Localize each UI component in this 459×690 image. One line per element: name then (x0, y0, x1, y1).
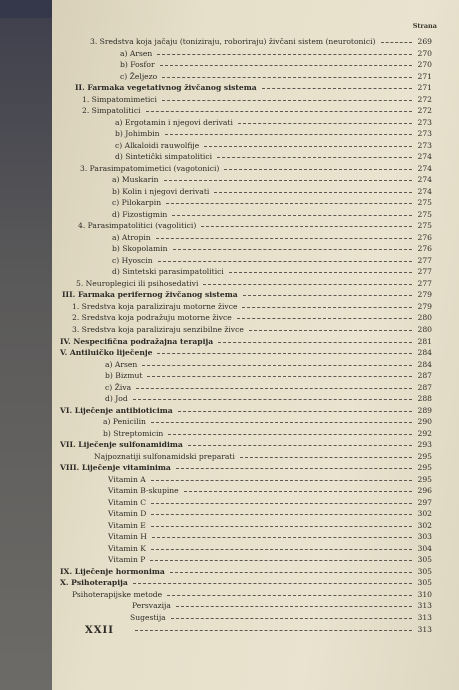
toc-entry-page: 302 (417, 520, 432, 530)
toc-entry-title: Vitamin B-skupine (108, 486, 179, 496)
toc-entry-title: b) Streptomicin (103, 428, 164, 438)
toc-entry-page: 274 (417, 163, 432, 173)
toc-entry (0, 117, 459, 129)
leader-dashes (166, 203, 412, 205)
toc-entry-page: 275 (417, 209, 432, 219)
leader-dashes (164, 180, 412, 182)
toc-entry-title: 2. Sredstva koja podražuju motorne živce (72, 313, 232, 323)
leader-dashes (151, 526, 412, 528)
toc-entry-page: 287 (417, 371, 432, 381)
toc-entry-title: Najpoznatiji sulfonamidski preparati (94, 451, 235, 461)
toc-entry (0, 600, 459, 612)
leader-dashes (165, 134, 412, 136)
toc-entry (0, 543, 459, 555)
toc-entry-title: Vitamin H (108, 532, 147, 542)
toc-entry-title: b) Fosfor (120, 60, 155, 70)
toc-entry-title: Vitamin C (108, 497, 147, 507)
toc-entry-title: Vitamin D (108, 509, 147, 519)
leader-dashes (201, 226, 412, 228)
toc-entry-title: c) Pilokarpin (112, 198, 162, 208)
toc-entry-page: 290 (417, 417, 432, 427)
toc-entry-page: 296 (417, 486, 432, 496)
leader-dashes (150, 560, 412, 562)
toc-entry (0, 36, 459, 48)
leader-dashes (147, 376, 412, 378)
toc-entry-page: 295 (417, 474, 432, 484)
toc-entry-page: 305 (417, 578, 432, 588)
toc-entry (0, 451, 459, 463)
toc-entry (0, 359, 459, 371)
toc-entry (0, 220, 459, 232)
toc-entry (0, 554, 459, 566)
toc-entry-page: 313 (417, 624, 432, 634)
toc-entry-page: 273 (417, 117, 432, 127)
leader-dashes (243, 295, 412, 297)
toc-entry-title: 2. Simpatolitici (82, 106, 141, 116)
toc-entry-title: Sugestija (130, 613, 166, 622)
toc-entry-page: 313 (417, 613, 432, 622)
toc-entry-title: d) Jod (105, 394, 128, 404)
toc-entry (0, 232, 459, 244)
toc-entry-page: 305 (417, 566, 432, 576)
toc-entry (0, 382, 459, 394)
toc-entry (0, 266, 459, 278)
leader-dashes (157, 353, 412, 355)
leader-dashes (224, 169, 412, 171)
toc-entry-page: 280 (417, 313, 432, 323)
leader-dashes (176, 468, 412, 470)
toc-entry-page: 303 (417, 532, 432, 542)
toc-entry (0, 485, 459, 497)
toc-entry-page: 271 (417, 71, 432, 81)
toc-entry-title: 3. Parasimpatomimetici (vagotonici) (80, 163, 220, 173)
toc-entry-title: IX. Liječenje hormonima (60, 566, 165, 576)
toc-entry (0, 520, 459, 532)
toc-entry (0, 624, 459, 636)
toc-entry-page: 279 (417, 301, 432, 311)
leader-dashes (170, 572, 412, 574)
toc-entry-page: 287 (417, 382, 432, 392)
toc-entry-page: 295 (417, 451, 432, 461)
leader-dashes (238, 123, 412, 125)
toc-entry-title: 1. Sredstva koja paraliziraju motorne živce (72, 301, 238, 311)
toc-entry (0, 209, 459, 221)
toc-entry-title: 3. Sredstva koja jačaju (tonizirаju, roboriraju) živčani sistem (neurotonici) (90, 37, 376, 46)
toc-entry-page: 293 (417, 440, 432, 450)
toc-entry-title: a) Atropin (112, 232, 151, 242)
toc-entry-page: 295 (417, 463, 432, 473)
leader-dashes (162, 100, 412, 102)
toc-entry (0, 71, 459, 83)
toc-entry (0, 347, 459, 359)
toc-entry-page: 284 (417, 348, 432, 358)
leader-dashes (151, 503, 412, 505)
toc-entry-title: Persvazija (132, 601, 171, 611)
toc-entry (0, 163, 459, 175)
toc-entry-page: 284 (417, 359, 432, 369)
toc-entry (0, 405, 459, 417)
leader-dashes (173, 249, 412, 251)
toc-entry-page: 279 (417, 290, 432, 300)
toc-entry-page: 274 (417, 152, 432, 162)
leader-dashes (133, 583, 412, 585)
toc-entry (0, 508, 459, 520)
toc-entry-title: a) Arsen (105, 359, 138, 369)
toc-entry-page: 270 (417, 60, 432, 70)
toc-entry (0, 82, 459, 94)
toc-entry (0, 531, 459, 543)
leader-dashes (171, 618, 412, 620)
toc-entry-title: VII. Liječenje sulfonamidima (60, 440, 183, 450)
leader-dashes (178, 411, 412, 413)
toc-entry-title: 1. Simpatomimetici (82, 94, 157, 104)
leader-dashes (160, 65, 412, 67)
toc-entry-title: c) Željezo (120, 71, 158, 81)
toc-entry-title: VI. Liječenje antibioticima (60, 405, 173, 415)
toc-entry-page: 269 (417, 37, 432, 46)
toc-entry-title: VIII. Liječenje vitaminima (60, 463, 171, 473)
leader-dashes (262, 88, 412, 90)
toc-entry-title: 3. Sredstva koja paraliziraju senzibilne živce (72, 325, 244, 334)
leader-dashes (146, 111, 412, 113)
toc-entry (0, 289, 459, 301)
toc-entry-page: 305 (417, 555, 432, 565)
toc-entry (0, 336, 459, 348)
leader-dashes (151, 514, 412, 516)
toc-entry-title: 4. Parasimpatolitici (vagolitici) (78, 221, 197, 231)
toc-entry (0, 577, 459, 589)
toc-entry (0, 140, 459, 152)
toc-entry (0, 174, 459, 186)
leader-dashes (204, 146, 412, 148)
toc-entry (0, 243, 459, 255)
leader-dashes (381, 42, 413, 44)
toc-entry-page: 292 (417, 428, 432, 438)
toc-entry-page: 273 (417, 140, 432, 150)
toc-entry-page: 271 (417, 83, 432, 93)
toc-entry-title: a) Arsen (120, 48, 153, 58)
leader-dashes (152, 537, 412, 539)
leader-dashes (218, 342, 412, 344)
leader-dashes (157, 54, 412, 56)
leader-dashes (203, 284, 412, 286)
leader-dashes (217, 157, 412, 159)
toc-entry-page: 277 (417, 267, 432, 277)
toc-entry (0, 393, 459, 405)
toc-entry (0, 462, 459, 474)
leader-dashes (229, 272, 412, 274)
toc-entry-page: 281 (417, 336, 432, 346)
toc-entry (0, 255, 459, 267)
toc-entry-page: 304 (417, 543, 432, 553)
toc-entry (0, 59, 459, 71)
leader-dashes (158, 261, 412, 263)
toc-entry-title: d) Fizostigmin (112, 209, 168, 219)
leader-dashes (136, 388, 412, 390)
toc-entry-page: 297 (417, 497, 432, 507)
toc-entry (0, 474, 459, 486)
toc-entry (0, 416, 459, 428)
toc-entry-page: 275 (417, 198, 432, 208)
page-number: XXII (85, 625, 114, 636)
toc-entry-title: b) Kolin i njegovi derivati (112, 186, 210, 196)
toc-entry-title: V. Antiluičko liječenje (60, 348, 153, 358)
leader-dashes (135, 630, 412, 632)
toc-entry (0, 105, 459, 117)
toc-entry-title: Vitamin K (108, 543, 146, 553)
leader-dashes (172, 215, 412, 217)
toc-entry-title: Psihoterapijske metode (72, 589, 163, 599)
toc-entry-title: X. Psihoterapija (60, 578, 128, 588)
toc-entry (0, 497, 459, 509)
toc-entry-title: a) Ergotamin i njegovi derivati (115, 117, 233, 127)
toc-entry (0, 439, 459, 451)
toc-entry-title: II. Farmaka vegetativnog živčanog sistema (75, 83, 257, 93)
toc-entry-page: 270 (417, 48, 432, 58)
toc-entry-page: 288 (417, 394, 432, 404)
toc-entry-title: c) Hyoscin (112, 255, 153, 265)
toc-entry (0, 589, 459, 601)
leader-dashes (167, 595, 412, 597)
leader-dashes (142, 365, 412, 367)
toc-entry-page: 277 (417, 278, 432, 288)
toc-entry (0, 197, 459, 209)
leader-dashes (151, 549, 412, 551)
toc-entry-page: 313 (417, 601, 432, 611)
toc-entry-title: c) Alkaloidi rauwolfije (115, 140, 200, 150)
toc-entry (0, 94, 459, 106)
leader-dashes (162, 77, 412, 79)
toc-entry (0, 278, 459, 290)
toc-entry (0, 151, 459, 163)
leader-dashes (249, 330, 412, 332)
toc-entry (0, 566, 459, 578)
toc-entry (0, 312, 459, 324)
leader-dashes (133, 399, 412, 401)
toc-entry-page: 272 (417, 94, 432, 104)
toc-entry-page: 275 (417, 221, 432, 231)
toc-entry-title: b) Skopolamin (112, 244, 168, 254)
toc-entry (0, 186, 459, 198)
toc-entry (0, 428, 459, 440)
toc-entry-title: a) Muskarin (112, 175, 159, 185)
toc-entry (0, 324, 459, 336)
toc-entry-page: 302 (417, 509, 432, 519)
leader-dashes (188, 445, 412, 447)
leader-dashes (176, 606, 412, 608)
toc-entry-title: IV. Nespecifična podražajna terapija (60, 336, 214, 346)
toc-entry-title: Vitamin P (108, 555, 146, 565)
toc-entry-page: 289 (417, 405, 432, 415)
leader-dashes (242, 307, 412, 309)
toc-entry-page: 276 (417, 232, 432, 242)
leader-dashes (151, 422, 412, 424)
toc-entry (0, 301, 459, 313)
toc-entry (0, 612, 459, 624)
page-column-header: Strana (412, 22, 437, 30)
leader-dashes (237, 318, 412, 320)
leader-dashes (151, 480, 412, 482)
toc-entry-page: 277 (417, 255, 432, 265)
leader-dashes (184, 491, 412, 493)
toc-entry (0, 128, 459, 140)
leader-dashes (168, 434, 412, 436)
toc-entry (0, 370, 459, 382)
toc-entry (0, 48, 459, 60)
toc-entry-title: 5. Neuroplegici ili psihosedativi (76, 278, 199, 288)
toc-entry-title: b) Johimbin (115, 129, 160, 139)
leader-dashes (240, 457, 412, 459)
toc-entry-title: Vitamin A (108, 474, 146, 484)
toc-entry-page: 276 (417, 244, 432, 254)
toc-entry-page: 274 (417, 186, 432, 196)
toc-entry-title: III. Farmaka perifernog živčanog sistema (62, 290, 238, 300)
toc-entry-title: d) Sintetički simpatolitici (115, 152, 213, 162)
toc-entry-title: Vitamin E (108, 520, 146, 530)
toc-entry-page: 273 (417, 129, 432, 139)
leader-dashes (156, 238, 412, 240)
toc-entry-page: 280 (417, 325, 432, 334)
toc-entry-title: a) Penicilin (103, 417, 146, 427)
toc-entry-page: 272 (417, 106, 432, 116)
toc-entry-title: d) Sintetski parasimpatolitici (112, 267, 224, 277)
leader-dashes (214, 192, 412, 194)
toc-entry-title: b) Bizmut (105, 371, 143, 381)
toc-entry-page: 274 (417, 175, 432, 185)
toc-entry-title: c) Živa (105, 382, 132, 392)
toc-entry-page: 310 (417, 589, 432, 599)
